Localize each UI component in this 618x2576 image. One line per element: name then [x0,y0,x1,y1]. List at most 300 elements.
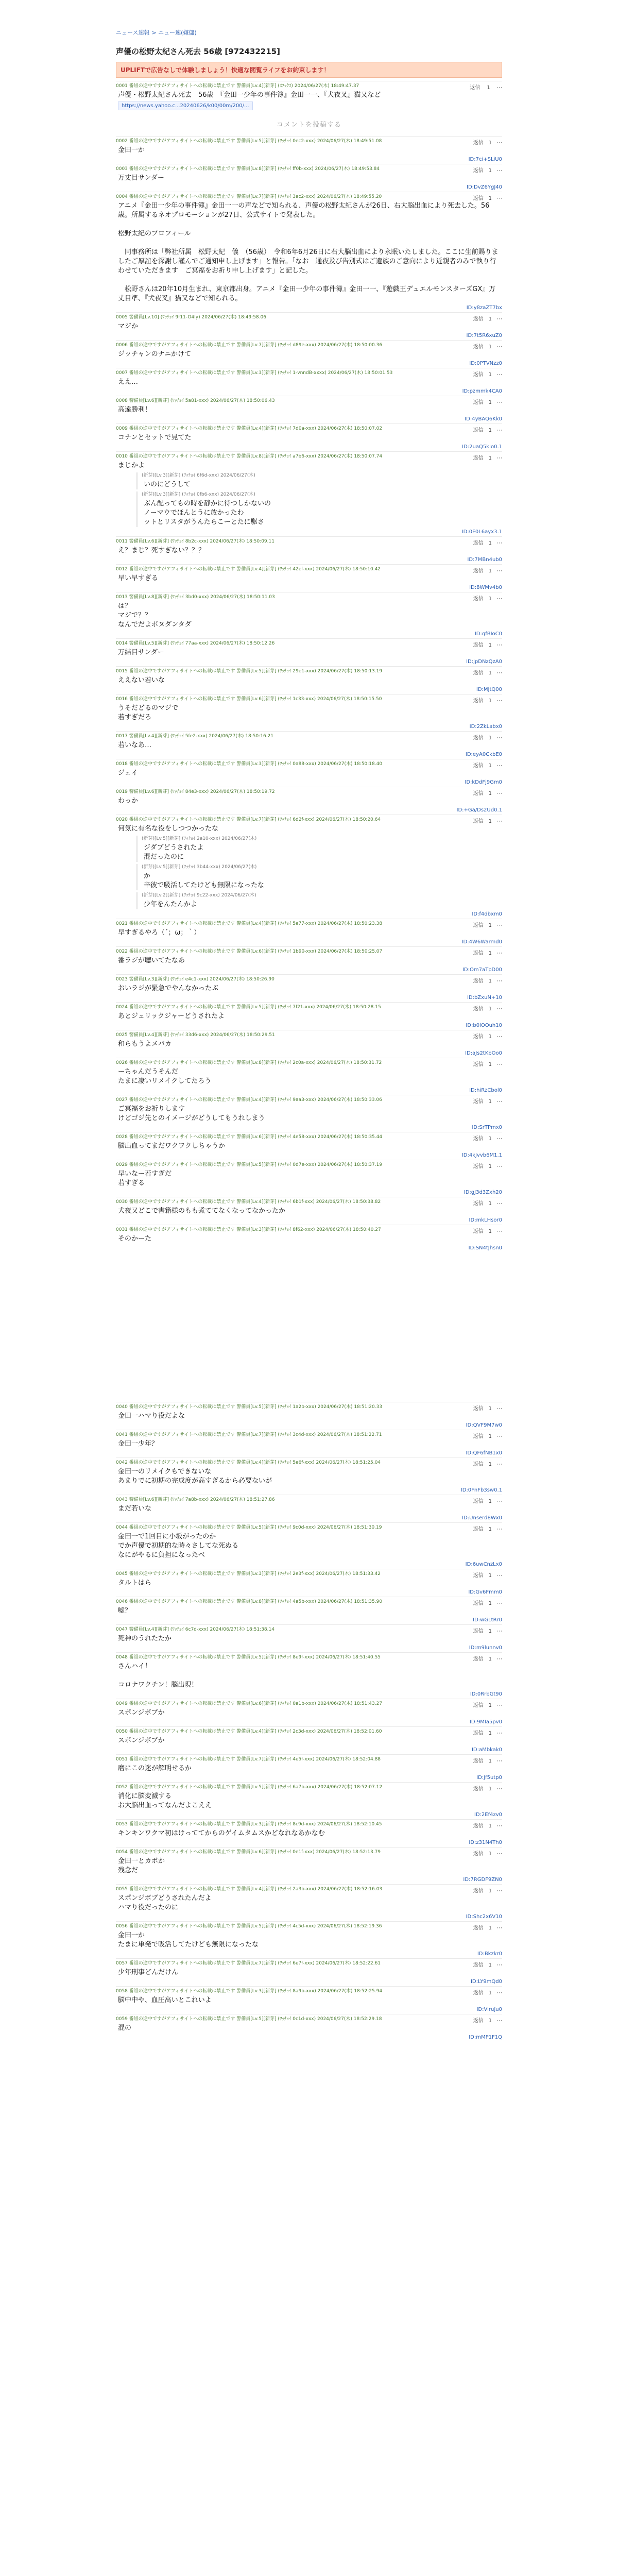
like-count[interactable]: 1 [488,540,492,546]
post [116,164,502,192]
reply-button[interactable]: 返信 [473,1201,484,1207]
like-count[interactable]: 1 [488,1006,492,1012]
post [116,1819,502,1847]
post-body: 万丈目サンダー [118,174,164,182]
post-actions [468,1524,502,1532]
menu-icon[interactable]: ⋯ [497,923,502,928]
post-id[interactable]: ID:2Ef4zv0 [474,1812,502,1818]
post-id[interactable]: ID:MJtQ00 [476,687,502,692]
menu-icon[interactable]: ⋯ [497,168,502,174]
post-meta: 0009 番組の途中ですがアフィサイトへの転載は禁止です 警備員[Lv.4][新芽] (ﾜｯﾁｮｲ 7d0a-xxx) 2024/06/27(木) 18:50:07.02 [116,426,383,431]
thread-title: 声優の松野太紀さん死去 56歳 [972432215] [116,47,280,56]
reply-button[interactable]: 返信 [473,344,484,350]
reply-button[interactable]: 返信 [473,1656,484,1662]
post-actions [468,1756,502,1764]
post [116,340,502,368]
like-count[interactable]: 1 [488,642,492,648]
post-actions [468,817,502,824]
post-actions [468,426,502,433]
post-id[interactable]: ID:gJ3d3Zxh20 [464,1190,502,1195]
breadcrumb-board[interactable]: ニュー速(嫌儲) [158,29,197,36]
like-count[interactable]: 1 [488,1434,492,1439]
like-count[interactable]: 1 [488,763,492,769]
like-count[interactable]: 1 [488,316,492,322]
reply-button[interactable]: 返信 [473,1990,484,1996]
reply-button[interactable]: 返信 [473,735,484,741]
post-meta: 0043 警備員[Lv.6][新芽] (ﾜｯﾁｮｲ 7a8b-xxx) 2024/06/27(木) 18:51:27.86 [116,1497,275,1502]
post-body: 金田一か たまに単発で吸活してたけども無限になったな [118,1931,259,1948]
menu-icon[interactable]: ⋯ [497,1990,502,1996]
post-meta: 0052 番組の途中ですがアフィサイトへの転載は禁止です 警備員[Lv.5][新芽] (ﾜｯﾁｮｲ 6a7b-xxx) 2024/06/27(木) 18:52:07.12 [116,1785,383,1790]
like-count[interactable]: 1 [488,1601,492,1606]
menu-icon[interactable]: ⋯ [497,540,502,546]
like-count[interactable]: 1 [488,735,492,741]
like-count[interactable]: 1 [488,455,492,461]
post [116,759,502,787]
post-meta: 0045 番組の途中ですがアフィサイトへの転載は禁止です 警備員[Lv.3][新芽] (ﾜｯﾁｮｲ 2e3f-xxx) 2024/06/27(木) 18:51:33.42 [116,1571,381,1577]
post [116,1624,502,1652]
post-actions [468,594,502,602]
menu-icon[interactable]: ⋯ [497,1527,502,1532]
post-actions [468,1227,502,1234]
reply-button[interactable]: 返信 [473,1434,484,1439]
post-body: わっか [118,797,138,805]
like-count[interactable]: 1 [488,1034,492,1040]
like-count[interactable]: 1 [488,1925,492,1931]
reply-button[interactable]: 返信 [473,1136,484,1142]
post-id[interactable]: ID:8WMv4b0 [469,585,502,590]
post-meta: 0006 番組の途中ですがアフィサイトへの転載は禁止です 警備員[Lv.7][新芽] (ﾜｯﾁｮｲ d89e-xxx) 2024/06/27(木) 18:50:00.36 [116,343,383,348]
post-id[interactable]: ID:0RrbGt90 [470,1691,502,1697]
menu-icon[interactable]: ⋯ [497,951,502,956]
post [116,1197,502,1225]
post-body: スポンジボブか [118,1737,165,1744]
menu-icon[interactable]: ⋯ [497,196,502,201]
reply-button[interactable]: 返信 [473,1823,484,1829]
reply-button[interactable]: 返信 [473,1062,484,1067]
post-id[interactable]: ID:SN4tJhsn0 [468,1245,502,1251]
reply-button[interactable]: 返信 [473,1925,484,1931]
post-id[interactable]: ID:SrTPmx0 [472,1125,502,1130]
post-actions [468,640,502,648]
reply-button[interactable]: 返信 [473,670,484,676]
like-count[interactable]: 1 [488,978,492,984]
post-meta: 0008 警備員[Lv.6][新芽] (ﾜｯﾁｮｲ 5a81-xxx) 2024/06/27(木) 18:50:06.43 [116,398,275,403]
menu-icon[interactable]: ⋯ [497,1851,502,1857]
menu-icon[interactable]: ⋯ [497,1823,502,1829]
post-id[interactable]: ID:ViruJu0 [476,2007,502,2012]
post [116,1958,502,1986]
post-body: 金田一少年？ [118,1440,159,1448]
post [116,638,502,666]
post-meta: 0042 番組の途中ですがアフィサイトへの転載は禁止です 警備員[Lv.4][新芽] (ﾜｯﾁｮｲ 5e6f-xxx) 2024/06/27(木) 18:51:25.04 [116,1460,381,1465]
reply-button[interactable]: 返信 [473,455,484,461]
reply-button[interactable]: 返信 [473,1406,484,1412]
reply-button[interactable]: 返信 [473,763,484,769]
reply-button[interactable]: 返信 [473,2018,484,2024]
like-count[interactable]: 1 [488,1406,492,1412]
menu-icon[interactable]: ⋯ [497,2018,502,2024]
post-actions [468,166,502,174]
post-id[interactable]: ID:Jf5utp0 [476,1775,502,1781]
post-id[interactable]: ID:eyA0CkbE0 [465,752,502,757]
menu-icon[interactable]: ⋯ [497,1888,502,1894]
reply-button[interactable]: 返信 [473,951,484,956]
post-id[interactable]: ID:7t5R6xuZ0 [466,333,502,338]
menu-icon[interactable]: ⋯ [497,1006,502,1012]
post-body: 早い早すぎる [118,574,159,582]
op-post [116,81,502,112]
like-count[interactable]: 1 [488,1062,492,1067]
post-id[interactable]: ID:9MIa5pv0 [469,1719,502,1725]
menu-icon[interactable]: ⋯ [497,568,502,574]
post-body: 金田一で1回目に小坂がったのか でか声優で初期的な時々さしてな死ぬる なにがやるに負担になったべ [118,1533,239,1559]
menu-icon[interactable]: ⋯ [497,85,502,91]
post-meta: 0014 警備員[Lv.5][新芽] (ﾜｯﾁｮｲ 77aa-xxx) 2024/06/27(木) 18:50:12.26 [116,641,275,646]
menu-icon[interactable]: ⋯ [497,642,502,648]
menu-icon[interactable]: ⋯ [497,978,502,984]
post-meta: 0026 番組の途中ですがアフィサイトへの転載は禁止です 警備員[Lv.8][新芽] (ﾜｯﾁｮｲ 2c0a-xxx) 2024/06/27(木) 18:50:31.72 [116,1060,382,1065]
post-body: 何気に有名な役をしつつかったな [118,825,219,833]
menu-icon[interactable]: ⋯ [497,455,502,461]
menu-icon[interactable]: ⋯ [497,670,502,676]
reply-button[interactable]: 返信 [473,819,484,824]
like-count[interactable]: 1 [488,568,492,574]
breadcrumb-news[interactable]: ニュース速報 [116,29,150,36]
reply-button[interactable]: 返信 [473,540,484,546]
reply-button[interactable]: 返信 [473,978,484,984]
like-count[interactable]: 1 [488,428,492,433]
menu-icon[interactable]: ⋯ [497,344,502,350]
like-count[interactable]: 1 [488,372,492,378]
quoted-post[interactable] [136,492,502,527]
post-id[interactable]: ID:hiRzCbol0 [469,1088,502,1093]
like-count[interactable]: 1 [488,1229,492,1234]
menu-icon[interactable]: ⋯ [497,1062,502,1067]
post-meta: 0022 番組の途中ですがアフィサイトへの転載は禁止です 警備員[Lv.6][新芽] (ﾜｯﾁｮｲ 1b90-xxx) 2024/06/27(木) 18:50:25.07 [116,949,383,954]
post-id[interactable]: ID:QVF9M7w0 [466,1422,502,1428]
post-body: 早いなー若すぎだ 若すぎる [118,1170,172,1187]
reply-button[interactable]: 返信 [473,1888,484,1894]
like-count[interactable]: 1 [488,1851,492,1857]
post-actions [468,342,502,350]
post-id[interactable]: ID:kDdFj9Gm0 [465,779,502,785]
post-id[interactable]: ID:4yBAQ6Kk0 [465,416,502,422]
post-meta: 0012 番組の途中ですがアフィサイトへの転載は禁止です 警備員[Lv.4][新芽] (ﾜｯﾁｮｲ 42ef-xxx) 2024/06/27(木) 18:50:10.42 [116,567,381,572]
post-id[interactable]: ID:jpDNzQzA0 [466,659,502,665]
post-id[interactable]: ID:wGLtRr0 [473,1617,502,1623]
post-id[interactable]: ID:aJs2tKbOo0 [465,1050,502,1056]
reply-button[interactable]: 返信 [473,1527,484,1532]
post-id[interactable]: ID:QF6fNB1x0 [466,1450,502,1456]
post [116,1030,502,1058]
post-meta: 0041 番組の途中ですがアフィサイトへの転載は禁止です 警備員[Lv.7][新芽] (ﾜｯﾁｮｲ 3c4d-xxx) 2024/06/27(木) 18:51:22.71 [116,1432,382,1437]
post-id[interactable]: ID:bZxuN+10 [467,995,502,1001]
quoted-post[interactable] [136,836,502,862]
like-count[interactable]: 1 [488,1136,492,1142]
like-count[interactable]: 1 [488,1656,492,1662]
reply-button[interactable]: 返信 [473,923,484,928]
menu-icon[interactable]: ⋯ [497,1462,502,1467]
reply-button[interactable]: 返信 [473,1573,484,1579]
post-id[interactable]: ID:b0lOOuh10 [466,1023,502,1028]
post [116,1847,502,1884]
post-id[interactable]: ID:mkLHsor0 [469,1217,502,1223]
reply-button[interactable]: 返信 [473,596,484,602]
like-count[interactable]: 1 [488,400,492,405]
like-count[interactable]: 1 [488,1499,492,1504]
like-count[interactable]: 1 [487,85,490,91]
post [116,1782,502,1819]
like-count[interactable]: 1 [488,819,492,824]
menu-icon[interactable]: ⋯ [497,735,502,741]
post-id[interactable]: ID:2ZkLabx0 [469,724,502,730]
reply-button[interactable]: 返信 [473,1758,484,1764]
post-actions [468,398,502,405]
menu-icon[interactable]: ⋯ [497,1499,502,1504]
post-body: 嘘？ [118,1607,132,1615]
post-id[interactable]: ID:f4dbxm0 [472,911,502,917]
blank-gap [116,1252,502,1402]
post-id[interactable]: ID:7ci+SLiU0 [468,157,502,162]
post-body: うそだどるのマジで 若すぎだろ [118,704,179,721]
like-count[interactable]: 1 [488,1786,492,1792]
post-actions [468,1701,502,1708]
post-meta: 0030 番組の途中ですがアフィサイトへの転載は禁止です 警備員[Lv.4][新芽] (ﾜｯﾁｮｲ 6b1f-xxx) 2024/06/27(木) 18:50:38.82 [116,1199,381,1205]
menu-icon[interactable]: ⋯ [497,1434,502,1439]
post-actions [468,1004,502,1012]
post-actions [468,314,502,322]
menu-icon[interactable]: ⋯ [497,1573,502,1579]
like-count[interactable]: 1 [488,168,492,174]
post-id[interactable]: ID:Unserd8Wx0 [462,1515,502,1521]
menu-icon[interactable]: ⋯ [497,1962,502,1968]
menu-icon[interactable]: ⋯ [497,400,502,405]
reply-button[interactable]: 返信 [473,1229,484,1234]
post [116,451,502,536]
reply-button[interactable]: 返信 [473,140,484,146]
post-id[interactable]: ID:Gv6Fmm0 [468,1589,502,1595]
post-id[interactable]: ID:y8zaZT7bx [466,305,502,311]
post-body: そのかーた [118,1235,152,1243]
post [116,946,502,974]
post-id[interactable]: ID:7MBn4ub0 [467,557,502,563]
reply-button[interactable]: 返信 [473,1099,484,1105]
menu-icon[interactable]: ⋯ [497,1201,502,1207]
post-body: 金田一ハマり役だよな [118,1412,185,1420]
menu-icon[interactable]: ⋯ [497,596,502,602]
reply-button[interactable]: 返信 [473,1703,484,1708]
post-actions [468,2016,502,2024]
reply-button[interactable]: 返信 [473,1601,484,1606]
post [116,1402,502,1430]
menu-icon[interactable]: ⋯ [497,1136,502,1142]
post-meta: 0059 番組の途中ですがアフィサイトへの転載は禁止です 警備員[Lv.5][新芽] (ﾜｯﾁｮｲ 0c1d-xxx) 2024/06/27(木) 18:52:29.18 [116,2016,382,2022]
like-count[interactable]: 1 [488,1731,492,1736]
like-count[interactable]: 1 [488,1164,492,1170]
menu-icon[interactable]: ⋯ [497,428,502,433]
menu-icon[interactable]: ⋯ [497,1601,502,1606]
menu-icon[interactable]: ⋯ [497,316,502,322]
reply-button[interactable]: 返信 [473,642,484,648]
reply-button[interactable]: 返信 [473,428,484,433]
like-count[interactable]: 1 [488,1099,492,1105]
post-meta: 0040 番組の途中ですがアフィサイトへの転載は禁止です 警備員[Lv.5][新芽] (ﾜｯﾁｮｲ 1a2b-xxx) 2024/06/27(木) 18:51:20.33 [116,1404,383,1410]
post [116,919,502,946]
reply-button[interactable]: 返信 [473,1006,484,1012]
post-actions [468,733,502,741]
like-count[interactable]: 1 [488,1990,492,1996]
like-count[interactable]: 1 [488,1201,492,1207]
post [116,536,502,564]
post-body: 死神のうれたたか [118,1635,172,1642]
like-count[interactable]: 1 [488,140,492,146]
like-count[interactable]: 1 [488,196,492,201]
like-count[interactable]: 1 [488,923,492,928]
post-id[interactable]: ID:DvZ6YgJ40 [467,184,502,190]
like-count[interactable]: 1 [488,596,492,602]
quote-body: か 辛彼で吸活してたけども無限になったな [144,872,265,889]
post-id[interactable]: ID:pzmmk4CA0 [462,388,502,394]
post-meta: 0001 番組の途中ですがアフィサイトへの転載は禁止です 警備員[Lv.4][新芽] (ｽﾌｯｸｽ) 2024/06/27(木) 18:49:47.37 [116,83,359,89]
reply-button[interactable]: 返信 [473,568,484,574]
like-count[interactable]: 1 [488,1527,492,1532]
post-id[interactable]: ID:+Ga/Ds2Ud0.1 [456,807,502,813]
reply-button[interactable]: 返信 [473,1629,484,1634]
post-body: 脳出血ってまだワクワクしちゃうか [118,1142,226,1150]
post-id[interactable]: ID:Shc2x6V10 [466,1914,502,1920]
post-id[interactable]: ID:Om7aTpD00 [462,967,502,973]
menu-icon[interactable]: ⋯ [497,140,502,146]
quoted-post[interactable] [136,472,502,489]
post-meta: 0007 番組の途中ですがアフィサイトへの転載は禁止です 警備員[Lv.3][新芽] (ﾜｯﾁｮｲ 1-vnndB-xxxx) 2024/06/27(木) 18:50:01.53 [116,370,393,376]
source-link[interactable]: https://news.yahoo.c...20240626/k00/00m/200/... [118,101,253,110]
reply-button[interactable]: 返信 [473,1499,484,1504]
like-count[interactable]: 1 [488,951,492,956]
post-actions [468,1849,502,1857]
post [116,1522,502,1569]
thread-page [116,28,502,2042]
post [116,312,502,340]
reply-button[interactable]: 返信 [473,1962,484,1968]
post-body: 金田一か [118,146,145,154]
like-count[interactable]: 1 [488,698,492,704]
menu-icon[interactable]: ⋯ [497,1758,502,1764]
post-id[interactable]: ID:6uwCnzLx0 [465,1562,502,1567]
menu-icon[interactable]: ⋯ [497,698,502,704]
post-id[interactable]: ID:m9lunnv0 [469,1645,502,1651]
like-count[interactable]: 1 [488,1962,492,1968]
menu-icon[interactable]: ⋯ [497,1099,502,1105]
comment-post-button[interactable]: コメントを投稿する [271,121,347,129]
like-count[interactable]: 1 [488,2018,492,2024]
menu-icon[interactable]: ⋯ [497,791,502,796]
post [116,423,502,451]
reply-button[interactable]: 返信 [473,1731,484,1736]
post-id[interactable]: ID:4W6Warmd0 [461,939,502,945]
post-body: 少年刑事どんだけん [118,1969,179,1976]
menu-icon[interactable]: ⋯ [497,372,502,378]
post-id[interactable]: ID:7RGDF9ZN0 [463,1877,502,1883]
like-count[interactable]: 1 [488,1823,492,1829]
menu-icon[interactable]: ⋯ [497,1731,502,1736]
post-body: 若いなあ… [118,741,152,749]
reply-button[interactable]: 返信 [473,372,484,378]
post-meta: 0019 警備員[Lv.6][新芽] (ﾜｯﾁｮｲ 84e3-xxx) 2024/06/27(木) 18:50:19.72 [116,789,275,794]
post-id[interactable]: ID:LY9mQd0 [470,1979,502,1985]
post-id[interactable]: ID:mMP1F1Q [469,2035,502,2040]
post-id[interactable]: ID:qfBIoC0 [474,631,502,637]
like-count[interactable]: 1 [488,344,492,350]
like-count[interactable]: 1 [488,1629,492,1634]
menu-icon[interactable]: ⋯ [497,763,502,769]
menu-icon[interactable]: ⋯ [497,1656,502,1662]
post-id[interactable]: ID:z31N4Th0 [469,1840,502,1845]
post-id[interactable]: ID:4kJvvb6M1.1 [461,1153,502,1158]
reply-button[interactable]: 返信 [473,1462,484,1467]
reply-button[interactable]: 返信 [473,1851,484,1857]
post [116,564,502,592]
reply-button[interactable]: 返信 [470,85,480,91]
reply-button[interactable]: 返信 [473,791,484,796]
post-id[interactable]: ID:0F0L6ayx3.1 [461,529,502,535]
menu-icon[interactable]: ⋯ [497,1229,502,1234]
like-count[interactable]: 1 [488,1888,492,1894]
post [116,1430,502,1458]
menu-icon[interactable]: ⋯ [497,1925,502,1931]
reply-button[interactable]: 返信 [473,1034,484,1040]
like-count[interactable]: 1 [488,670,492,676]
post [116,1225,502,1252]
post-id[interactable]: ID:2uaQ5kIo0.1 [462,444,502,450]
uplift-banner[interactable]: UPLIFTで広告なしで体験しましょう！快適な閲覧ライフをお約束します！ [116,62,502,78]
menu-icon[interactable]: ⋯ [497,1164,502,1170]
reply-button[interactable]: 返信 [473,1786,484,1792]
reply-button[interactable]: 返信 [473,168,484,174]
like-count[interactable]: 1 [488,1758,492,1764]
reply-button[interactable]: 返信 [473,316,484,322]
menu-icon[interactable]: ⋯ [497,819,502,824]
quoted-post[interactable] [136,864,502,890]
reply-button[interactable]: 返信 [473,698,484,704]
reply-button[interactable]: 返信 [473,1164,484,1170]
post-meta: 0005 警備員[Lv.10] (ﾜｯﾁｮｲ 9f11-O4Iy) 2024/06/27(木) 18:49:58.06 [116,315,266,320]
post-id[interactable]: ID:aMbkak0 [471,1747,502,1753]
reply-button[interactable]: 返信 [473,196,484,201]
menu-icon[interactable]: ⋯ [497,1629,502,1634]
like-count[interactable]: 1 [488,1573,492,1579]
reply-button[interactable]: 返信 [473,400,484,405]
post-meta: 0048 番組の途中ですがアフィサイトへの転載は禁止です 警備員[Lv.5][新芽] (ﾜｯﾁｮｲ 8e9f-xxx) 2024/06/27(木) 18:51:40.55 [116,1655,381,1660]
post-actions [468,194,502,201]
like-count[interactable]: 1 [488,1703,492,1708]
post-body: さんハイ！ コロナワクチン！脳出現！ [118,1663,198,1689]
post [116,1652,502,1699]
post-id[interactable]: ID:Bkzkr0 [477,1951,502,1957]
menu-icon[interactable]: ⋯ [497,1034,502,1040]
menu-icon[interactable]: ⋯ [497,1786,502,1792]
post [116,1986,502,2014]
post-id[interactable]: ID:0FnFb3sw0.1 [460,1487,502,1493]
post-actions [468,1460,502,1467]
post-meta: 0016 番組の途中ですがアフィサイトへの転載は禁止です 警備員[Lv.6][新芽] (ﾜｯﾁｮｲ 1c33-xxx) 2024/06/27(木) 18:50:15.50 [116,697,382,702]
post-id[interactable]: ID:0PTVNzz0 [469,361,502,366]
menu-icon[interactable]: ⋯ [497,1406,502,1412]
like-count[interactable]: 1 [488,791,492,796]
quoted-post[interactable] [136,892,502,909]
like-count[interactable]: 1 [488,1462,492,1467]
menu-icon[interactable]: ⋯ [497,1703,502,1708]
